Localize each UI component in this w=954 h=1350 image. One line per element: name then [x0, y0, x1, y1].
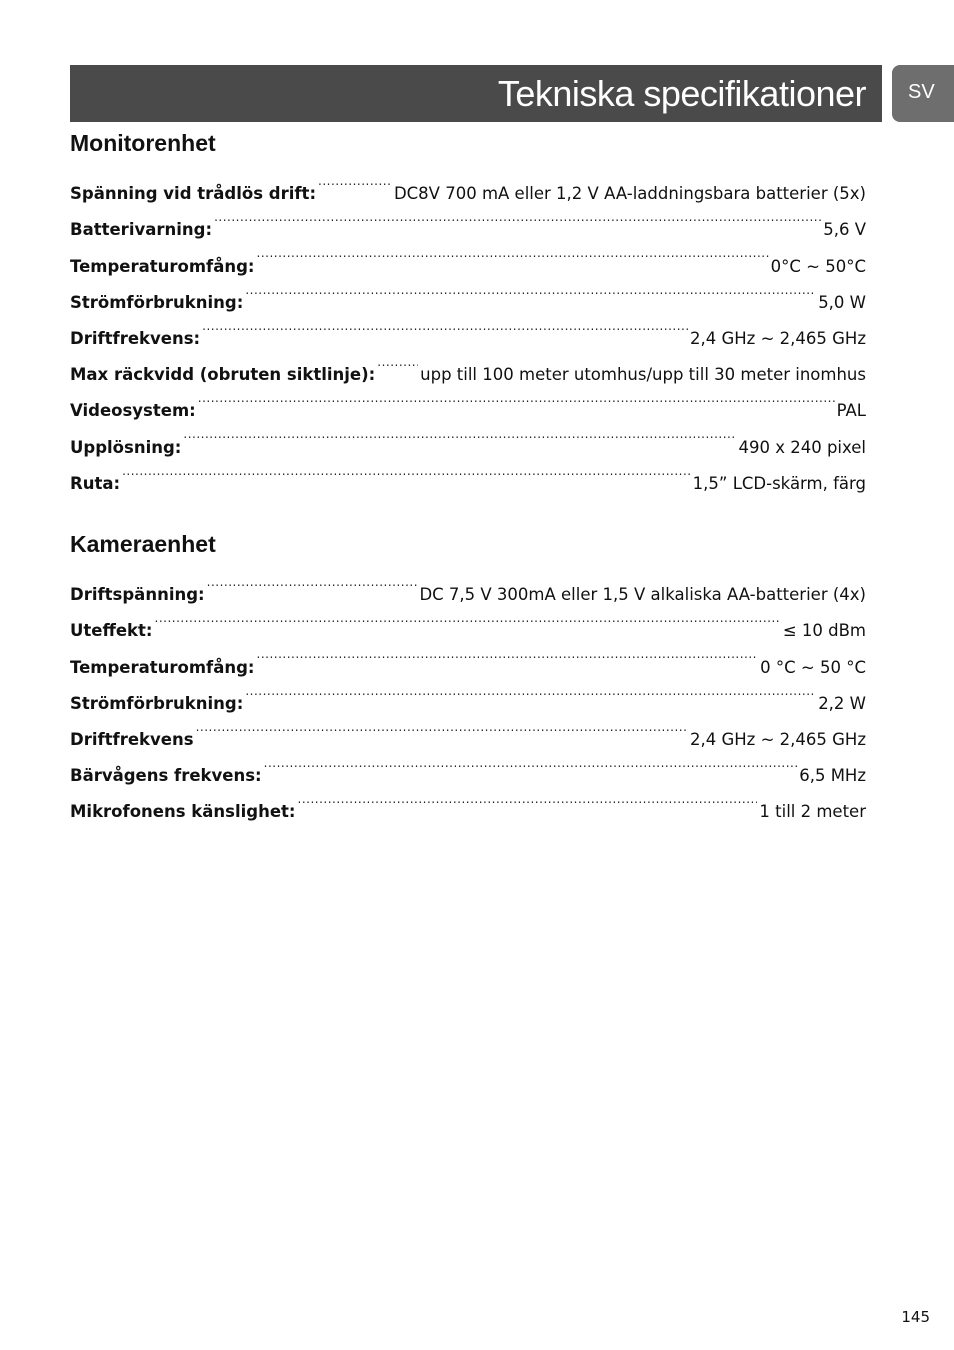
spec-label: Temperaturomfång:: [70, 657, 255, 677]
spec-value: 1 till 2 meter: [759, 802, 866, 822]
camera-heading: Kameraenhet: [70, 531, 216, 557]
spec-value: 6,5 MHz: [799, 766, 866, 786]
dot-leader: [183, 416, 736, 452]
dot-leader: [202, 308, 688, 344]
spec-value: ≤ 10 dBm: [782, 621, 866, 641]
dot-leader: [298, 781, 758, 817]
language-tab-label: SV: [908, 81, 935, 103]
spec-label: Spänning vid trådlös drift:: [70, 184, 317, 204]
spec-value: 5,6 V: [823, 220, 866, 240]
spec-value: DC8V 700 mA eller 1,2 V AA-laddningsbara batterier (5x): [393, 184, 866, 204]
spec-label: Mikrofonens känslighet:: [70, 802, 296, 822]
dot-leader: [214, 199, 821, 235]
page-number: 145: [901, 1308, 930, 1326]
dot-leader: [196, 709, 688, 745]
dot-leader: [155, 600, 781, 636]
dot-leader: [257, 235, 769, 271]
spec-value: PAL: [836, 401, 866, 421]
dot-leader: [207, 564, 418, 600]
spec-label: Driftfrekvens:: [70, 328, 201, 348]
spec-value: 1,5” LCD-skärm, färg: [692, 473, 866, 493]
dot-leader: [377, 344, 418, 380]
spec-label: Bärvågens frekvens:: [70, 766, 262, 786]
page-title-bar: [70, 65, 882, 122]
spec-value: upp till 100 meter utomhus/upp till 30 meter inomhus: [420, 365, 866, 385]
monitor-heading: Monitorenhet: [70, 130, 216, 156]
spec-label: Driftfrekvens: [70, 729, 194, 749]
dot-leader: [257, 636, 759, 672]
spec-row: [70, 564, 866, 605]
spec-row: [70, 416, 866, 457]
spec-value: 2,2 W: [818, 693, 866, 713]
spec-label: Ruta:: [70, 473, 121, 493]
spec-label: Strömförbrukning:: [70, 693, 244, 713]
spec-label: Temperaturomfång:: [70, 256, 255, 276]
spec-label: Driftspänning:: [70, 585, 205, 605]
spec-row: [70, 600, 866, 641]
dot-leader: [245, 272, 816, 308]
spec-value: 5,0 W: [818, 292, 866, 312]
spec-label: Videosystem:: [70, 401, 196, 421]
page-title: Tekniska specifikationer: [497, 73, 866, 114]
spec-value: 2,4 GHz ~ 2,465 GHz: [690, 729, 866, 749]
spec-row: [70, 636, 866, 677]
dot-leader: [264, 745, 798, 781]
spec-value: 0°C ~ 50°C: [770, 256, 866, 276]
spec-label: Strömförbrukning:: [70, 292, 244, 312]
dot-leader: [198, 380, 835, 416]
language-tab: [892, 65, 954, 122]
spec-value: 490 x 240 pixel: [738, 437, 866, 457]
spec-label: Upplösning:: [70, 437, 182, 457]
spec-value: 2,4 GHz ~ 2,465 GHz: [690, 328, 866, 348]
spec-label: Batterivarning:: [70, 220, 213, 240]
dot-leader: [318, 163, 392, 199]
spec-row: [70, 163, 866, 204]
dot-leader: [245, 673, 816, 709]
spec-label: Uteffekt:: [70, 621, 153, 641]
spec-value: DC 7,5 V 300mA eller 1,5 V alkaliska AA-batterier (4x): [419, 585, 866, 605]
spec-label: Max räckvidd (obruten siktlinje):: [70, 365, 376, 385]
camera-section: [70, 528, 866, 822]
spec-value: 0 °C ~ 50 °C: [760, 657, 866, 677]
dot-leader: [122, 453, 691, 489]
monitor-section: [70, 127, 866, 493]
